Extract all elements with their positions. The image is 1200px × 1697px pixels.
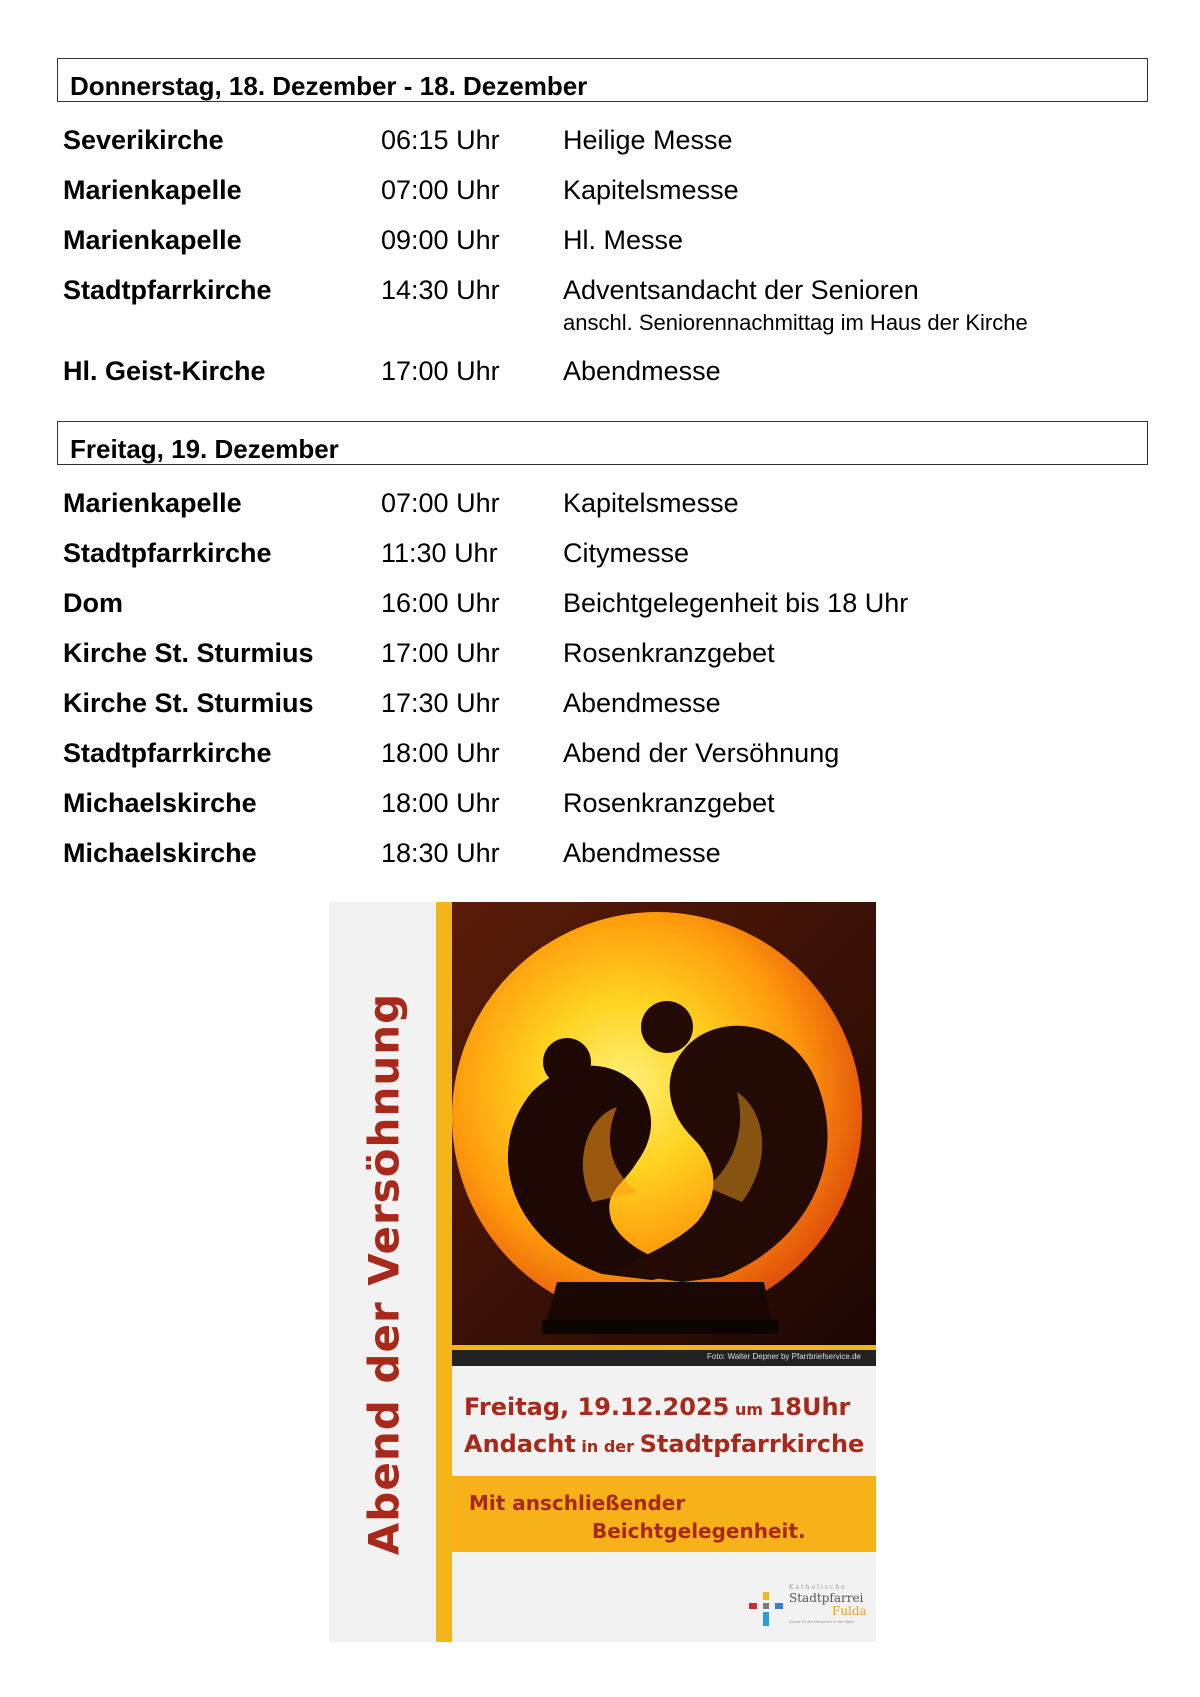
schedule-row: [0, 225, 1200, 265]
poster-hour: 18Uhr: [768, 1393, 851, 1421]
time: 14:30 Uhr: [381, 275, 500, 305]
location: Severikirche: [63, 125, 224, 155]
logo-city: Fulda: [832, 1604, 867, 1618]
location: Kirche St. Sturmius: [63, 688, 314, 718]
logo-tagline: Kirche für die Menschen in der Stadt: [789, 1619, 854, 1624]
event: Adventsandacht der Senioren: [563, 275, 919, 305]
poster-event-text: [464, 1390, 874, 1464]
poster-date: Freitag, 19.12.2025: [464, 1393, 730, 1421]
event: Rosenkranzgebet: [563, 788, 775, 818]
event: Beichtgelegenheit bis 18 Uhr: [563, 588, 909, 618]
section-header-thursday: [57, 58, 1148, 102]
schedule-row: [0, 175, 1200, 215]
event-poster: [329, 902, 876, 1642]
poster-confession-band: [452, 1476, 876, 1552]
location: Marienkapelle: [63, 488, 242, 518]
poster-um: um: [734, 1400, 763, 1419]
photo-credit-band: [452, 1350, 876, 1366]
location: Stadtpfarrkirche: [63, 738, 272, 768]
logo-kath: Katholische: [789, 1584, 847, 1591]
time: 18:30 Uhr: [381, 838, 500, 868]
schedule-row: [0, 688, 1200, 728]
sculpture-image: [452, 902, 876, 1345]
location: Dom: [63, 588, 123, 618]
location: Marienkapelle: [63, 175, 242, 205]
location: Michaelskirche: [63, 838, 257, 868]
schedule-row: [0, 588, 1200, 628]
event: Abendmesse: [563, 838, 721, 868]
poster-church: Stadtpfarrkirche: [639, 1430, 865, 1458]
poster-in-der: in der: [581, 1437, 635, 1456]
schedule-row: [0, 488, 1200, 528]
event: Hl. Messe: [563, 225, 684, 255]
schedule-row: [0, 788, 1200, 828]
logo-name: Stadtpfarrei: [789, 1591, 864, 1605]
time: 18:00 Uhr: [381, 738, 500, 768]
schedule-row: [0, 638, 1200, 678]
event-note: anschl. Seniorennachmittag im Haus der Kirche: [563, 310, 1028, 335]
event: Abendmesse: [563, 356, 721, 386]
parish-logo: [749, 1584, 869, 1628]
location: Kirche St. Sturmius: [63, 638, 314, 668]
schedule-row: [0, 125, 1200, 165]
time: 17:00 Uhr: [381, 356, 500, 386]
time: 07:00 Uhr: [381, 175, 500, 205]
cross-logo-icon: [749, 1592, 783, 1626]
band-line-2: Beichtgelegenheit.: [592, 1519, 806, 1543]
event: Heilige Messe: [563, 125, 733, 155]
section-title: Freitag, 19. Dezember: [70, 434, 339, 464]
poster-place-line: [464, 1427, 874, 1464]
poster-date-line: [464, 1390, 874, 1427]
poster-side-title-text: Abend der Versöhnung: [359, 992, 409, 1556]
event: Citymesse: [563, 538, 690, 568]
schedule-row: [0, 738, 1200, 778]
location: Michaelskirche: [63, 788, 257, 818]
event: Abendmesse: [563, 688, 721, 718]
event: Abend der Versöhnung: [563, 738, 840, 768]
poster-accent-bar: [436, 902, 452, 1642]
photo-credit: Foto: Walter Depner by Pfarrbriefservice.de: [707, 1352, 861, 1361]
time: 17:00 Uhr: [381, 638, 500, 668]
time: 17:30 Uhr: [381, 688, 500, 718]
location: Stadtpfarrkirche: [63, 275, 272, 305]
time: 09:00 Uhr: [381, 225, 500, 255]
time: 11:30 Uhr: [381, 538, 498, 568]
band-line-1: Mit anschließender: [469, 1491, 686, 1515]
section-header-friday: [57, 421, 1148, 465]
time: 07:00 Uhr: [381, 488, 500, 518]
section-title: Donnerstag, 18. Dezember - 18. Dezember: [70, 71, 588, 101]
event: Kapitelsmesse: [563, 175, 739, 205]
schedule-row: [0, 838, 1200, 878]
time: 18:00 Uhr: [381, 788, 500, 818]
poster-photo: [452, 902, 876, 1345]
schedule-row: [0, 356, 1200, 396]
time: 16:00 Uhr: [381, 588, 500, 618]
event: Kapitelsmesse: [563, 488, 739, 518]
location: Marienkapelle: [63, 225, 242, 255]
poster-andacht: Andacht: [464, 1430, 576, 1458]
time: 06:15 Uhr: [381, 125, 500, 155]
event: Rosenkranzgebet: [563, 638, 775, 668]
location: Hl. Geist-Kirche: [63, 356, 266, 386]
location: Stadtpfarrkirche: [63, 538, 272, 568]
schedule-row: [0, 275, 1200, 335]
schedule-row: [0, 538, 1200, 578]
